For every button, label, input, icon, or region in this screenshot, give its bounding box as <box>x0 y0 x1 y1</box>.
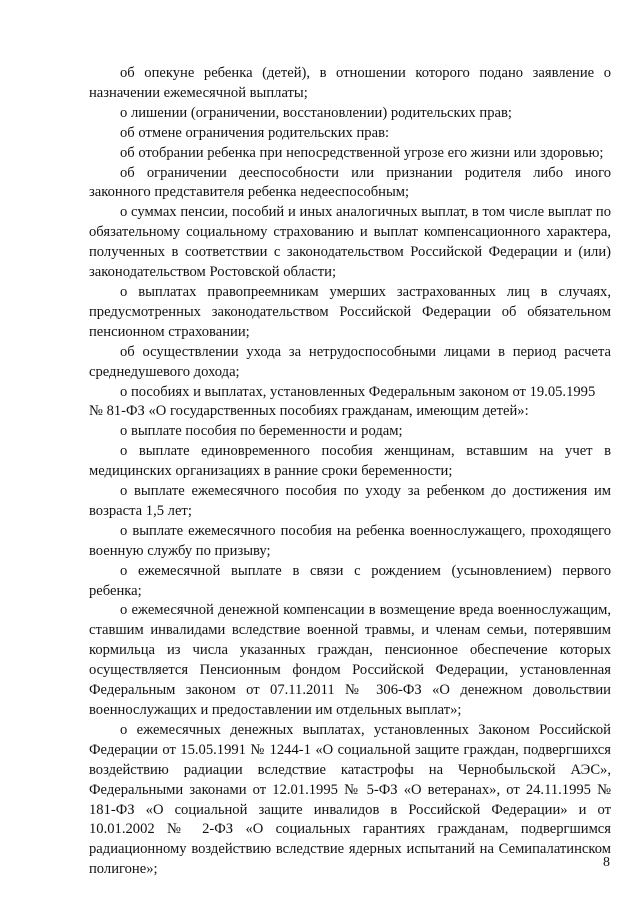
paragraph-conscript-child: о выплате ежемесячного пособия на ребенка военнослужащего, проходящего военную службу по призыву; <box>89 522 611 559</box>
paragraph-pension-amounts: о суммах пенсии, пособий и иных аналогичных выплат, в том числе выплат по обязательному социальному страхованию и выплат компенсационного характера, полученных в соответствии с законодательством Российской Федерации и (или) законодательством Ростовской области; <box>89 204 611 281</box>
paragraph-child-removal: об отобрании ребенка при непосредственной угрозе его жизни или здоровью; <box>120 144 604 161</box>
paragraph-federal-law-benefits: о пособиях и выплатах, установленных Федеральным законом от 19.05.1995 <box>120 383 596 400</box>
paragraph-monthly-payments: о ежемесячных денежных выплатах, установленных Законом Российской Федерации от 15.05.1991 № 1244-1 «О социальной защите граждан, подвергшихся воздействию радиации вследствие катастрофы на Чернобыльской АЭС», Федеральными законами от 12.01.1995 № 5-ФЗ «О ветеранах», от 24.11.1995 № 181-ФЗ «О социальной защите инвалидов в Российской Федерации» и от 10.01.2002 № 2-ФЗ «О социальных гарантиях гражданам, подвергшимся радиационному воздействию вследствие ядерных испытаний на Семипалатинском полигоне»; <box>89 721 611 878</box>
paragraph-military-compensation: о ежемесячной денежной компенсации в возмещение вреда военнослужащим, ставшим инвалидами вследствие военной травмы, и членам семьи, потерявшим кормильца из числа указанных граждан, пенсионное обеспечение которых осуществляется Пенсионным фондом Российской Федерации, установленная Федеральным законом от 07.11.2011 № 306-ФЗ «О денежном довольствии военнослужащих и предоставлении им отдельных выплат»; <box>89 602 611 718</box>
paragraph-care-disabled: об осуществлении ухода за нетрудоспособными лицами в период расчета среднедушевого дохода; <box>89 343 611 380</box>
paragraph-first-child: о ежемесячной выплате в связи с рождением (усыновлением) первого ребенка; <box>89 562 611 599</box>
paragraph-guardian: об опекуне ребенка (детей), в отношении которого подано заявление о назначении ежемесячной выплаты; <box>89 65 611 101</box>
paragraph-maternity-benefit: о выплате пособия по беременности и родам; <box>120 423 403 440</box>
paragraph-legal-capacity: об ограничении дееспособности или признании родителя либо иного законного представителя ребенка недееспособным; <box>89 164 611 201</box>
paragraph-law-81fz: № 81-ФЗ «О государственных пособиях гражданам, имеющим детей»: <box>89 403 529 420</box>
paragraph-successor-payments: о выплатах правопреемникам умерших застрахованных лиц в случаях, предусмотренных законодательством Российской Федерации об обязательном пенсионном страховании; <box>89 283 611 340</box>
paragraph-childcare-allowance: о выплате ежемесячного пособия по уходу за ребенком до достижения им возраста 1,5 лет; <box>89 483 611 519</box>
paragraph-deprivation-rights: о лишении (ограничении, восстановлении) родительских прав; <box>120 104 512 121</box>
page-number: 8 <box>603 855 610 870</box>
document-body <box>89 64 611 880</box>
paragraph-early-registration: о выплате единовременного пособия женщинам, вставшим на учет в медицинских организациях в ранние сроки беременности; <box>89 443 611 480</box>
paragraph-cancel-restriction: об отмене ограничения родительских прав: <box>120 124 390 141</box>
